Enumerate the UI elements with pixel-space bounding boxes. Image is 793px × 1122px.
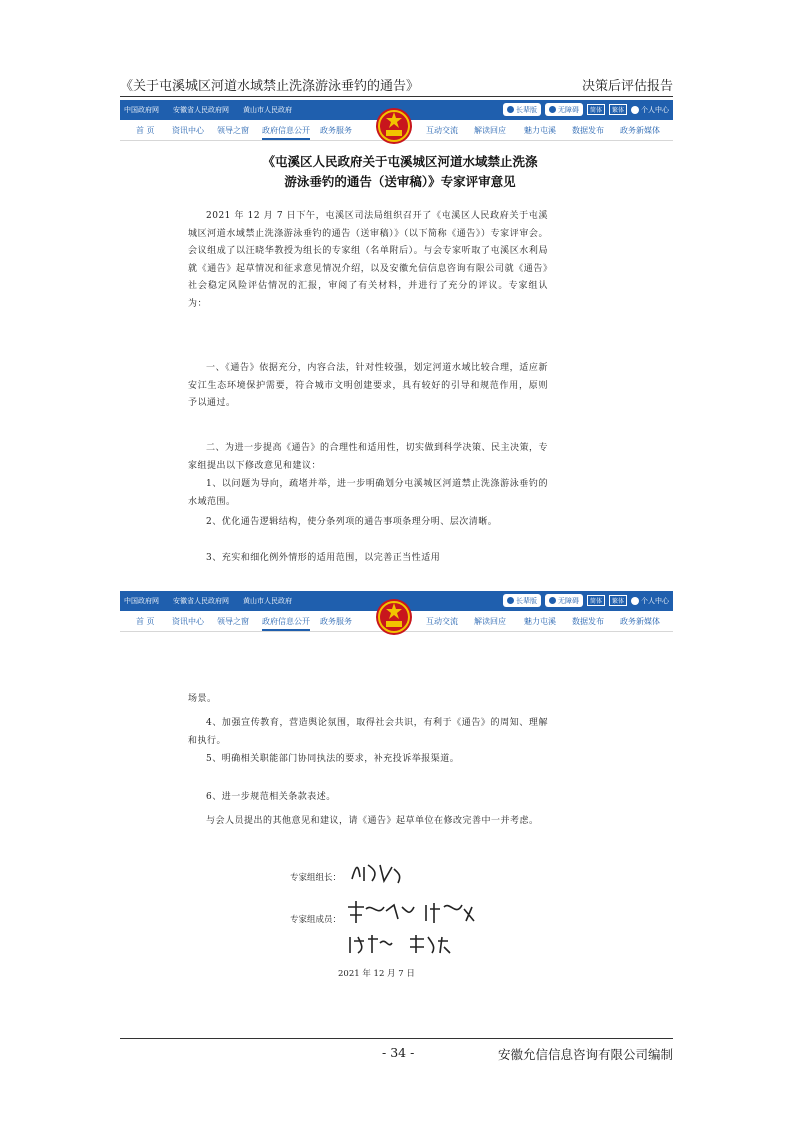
nav-interaction[interactable]: 互动交流 [426, 617, 458, 626]
lang-simplified[interactable]: 简体 [587, 595, 605, 606]
nav-leaders[interactable]: 领导之窗 [217, 126, 249, 135]
lang-traditional[interactable]: 繁体 [609, 595, 627, 606]
link-huangshan-gov[interactable]: 黄山市人民政府 [243, 597, 292, 605]
elder-mode-label: 长辈版 [515, 596, 537, 605]
nav-news[interactable]: 资讯中心 [172, 617, 204, 626]
paragraph-item-3-cont: 场景。 [188, 694, 217, 704]
footer-org: 安徽允信信息咨询有限公司编制 [497, 1047, 673, 1062]
paragraph-item-1: 1、以问题为导向，疏堵并举，进一步明确划分屯溪城区河道禁止洗涤游泳垂钓的水域范围。 [188, 479, 548, 507]
nav-new-media[interactable]: 政务新媒体 [620, 617, 660, 626]
accessible-label: 无障碍 [557, 105, 579, 114]
member-signatures-row2 [344, 931, 464, 957]
page-footer [120, 1038, 673, 1061]
leader-label: 专家组组长： [290, 873, 342, 883]
link-gov-cn[interactable]: 中国政府网 [124, 106, 159, 114]
paragraph-item-2: 2、优化通告逻辑结构，使分条列项的通告事项条理分明、层次清晰。 [206, 517, 498, 527]
national-emblem-icon [374, 597, 414, 637]
page-header [120, 72, 673, 97]
lang-traditional[interactable]: 繁体 [609, 104, 627, 115]
paragraph-item-5: 5、明确相关职能部门协同执法的要求，补充投诉举报渠道。 [206, 754, 460, 764]
header-right: 决策后评估报告 [581, 79, 673, 94]
top-right-tools [503, 103, 669, 116]
user-icon [631, 597, 639, 605]
sign-date: 2021 年 12 月 7 日 [338, 969, 415, 979]
personal-center-link[interactable] [631, 596, 669, 606]
nav-interaction[interactable]: 互动交流 [426, 126, 458, 135]
paragraph-item-6: 6、进一步规范相关条款表述。 [206, 792, 336, 802]
doc-title-line2: 游泳垂钓的通告（送审稿）》专家评审意见 [284, 174, 516, 189]
link-gov-cn[interactable]: 中国政府网 [124, 597, 159, 605]
personal-center-link[interactable] [631, 105, 669, 115]
nav-home[interactable]: 首 页 [136, 617, 155, 626]
nav-services[interactable]: 政务服务 [320, 617, 352, 626]
nav-tunxi[interactable]: 魅力屯溪 [524, 617, 556, 626]
web-screenshot-1 [120, 100, 673, 571]
elder-mode-label: 长辈版 [515, 105, 537, 114]
paragraph-item-4: 4、加强宣传教育，营造舆论氛围，取得社会共识，有利于《通告》的周知、理解和执行。 [188, 718, 548, 746]
link-anhui-gov[interactable]: 安徽省人民政府网 [173, 597, 229, 605]
doc-title-line1: 《屯溪区人民政府关于屯溪城区河道水域禁止洗涤 [262, 154, 538, 169]
paragraph-intro: 2021 年 12 月 7 日下午，屯溪区司法局组织召开了《屯溪区人民政府关于屯溪城区河道水域禁止洗涤游泳垂钓的通告（送审稿）》（以下简称《通告》）专家评审会。会议组成了以汪晓华教授为组长的专家组（名单附后）。与会专家听取了屯溪区水利局就《通告》起草情况和征求意见情况介绍，以及安徽允信信息咨询有限公司就《通告》社会稳定风险评估情况的汇报，审阅了有关材料，并进行了充分的评议。专家组认为： [188, 211, 548, 309]
link-huangshan-gov[interactable]: 黄山市人民政府 [243, 106, 292, 114]
nav-tunxi[interactable]: 魅力屯溪 [524, 126, 556, 135]
accessibility-icon [549, 106, 556, 113]
lang-simplified[interactable]: 简体 [587, 104, 605, 115]
elder-icon [507, 106, 514, 113]
page-number: - 34 - [382, 1045, 415, 1060]
leader-signature [348, 859, 408, 887]
elder-icon [507, 597, 514, 604]
paragraph-opinion-1: 一、《通告》依据充分，内容合法，针对性较强，划定河道水域比较合理，适应新安江生态环境保护需要，符合城市文明创建要求，具有较好的引导和规范作用，原则予以通过。 [188, 363, 548, 408]
accessible-button[interactable] [545, 594, 583, 607]
nav-new-media[interactable]: 政务新媒体 [620, 126, 660, 135]
link-anhui-gov[interactable]: 安徽省人民政府网 [173, 106, 229, 114]
nav-home[interactable]: 首 页 [136, 126, 155, 135]
members-label: 专家组成员： [290, 915, 342, 925]
web-screenshot-2 [120, 591, 673, 990]
accessible-label: 无障碍 [557, 596, 579, 605]
national-emblem-icon [374, 106, 414, 146]
paragraph-opinion-2: 二、为进一步提高《通告》的合理性和适用性，切实做到科学决策、民主决策，专家组提出以下修改意见和建议： [188, 443, 549, 471]
nav-gov-info[interactable]: 政府信息公开 [262, 125, 310, 140]
nav-interpretation[interactable]: 解读回应 [474, 126, 506, 135]
nav-services[interactable]: 政务服务 [320, 126, 352, 135]
accessible-button[interactable] [545, 103, 583, 116]
header-left: 《关于屯溪城区河道水域禁止洗涤游泳垂钓的通告》 [120, 79, 420, 94]
elder-mode-button[interactable] [503, 594, 541, 607]
user-icon [631, 106, 639, 114]
personal-center-label: 个人中心 [641, 105, 669, 114]
nav-leaders[interactable]: 领导之窗 [217, 617, 249, 626]
member-signatures-row1 [344, 897, 484, 927]
nav-data[interactable]: 数据发布 [572, 126, 604, 135]
nav-data[interactable]: 数据发布 [572, 617, 604, 626]
personal-center-label: 个人中心 [641, 596, 669, 605]
top-right-tools [503, 594, 669, 607]
elder-mode-button[interactable] [503, 103, 541, 116]
paragraph-item-3: 3、充实和细化例外情形的适用范围，以完善正当性适用 [206, 553, 441, 563]
nav-interpretation[interactable]: 解读回应 [474, 617, 506, 626]
paragraph-closing: 与会人员提出的其他意见和建议，请《通告》起草单位在修改完善中一并考虑。 [206, 816, 539, 826]
nav-news[interactable]: 资讯中心 [172, 126, 204, 135]
accessibility-icon [549, 597, 556, 604]
nav-gov-info[interactable]: 政府信息公开 [262, 616, 310, 631]
